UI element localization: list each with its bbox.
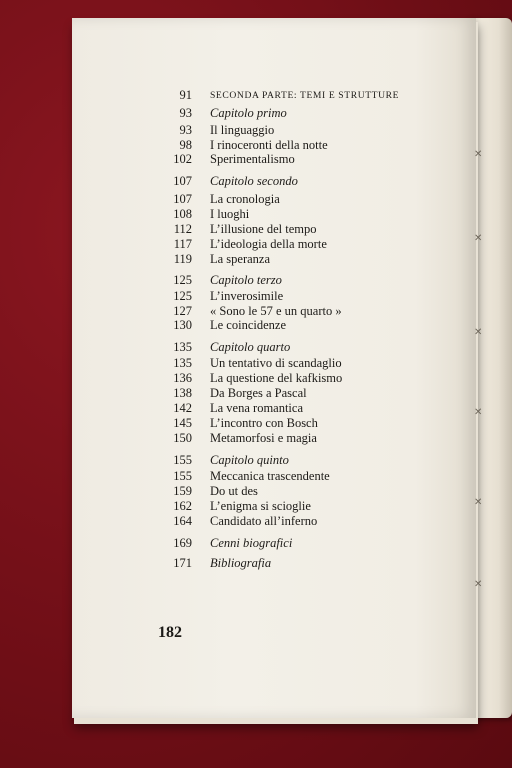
book-page	[72, 18, 476, 718]
toc-chapter-heading: Capitolo terzo	[210, 273, 282, 287]
binding-stitch: ✕	[474, 149, 483, 160]
toc-page-number: 169	[173, 536, 192, 550]
toc-page-number: 125	[173, 289, 192, 303]
toc-page-number: 171	[173, 556, 192, 570]
toc-section-title: La speranza	[210, 252, 271, 266]
toc-page-number: 135	[173, 356, 192, 370]
binding-stitch: ✕	[474, 497, 483, 508]
binding-stitch: ✕	[474, 579, 483, 590]
toc-section-title: Il linguaggio	[210, 123, 275, 137]
toc-page-number: 138	[173, 386, 192, 400]
toc-page-number: 102	[173, 152, 192, 166]
toc-section-title: L’illusione del tempo	[210, 222, 317, 236]
binding-stitch: ✕	[474, 233, 483, 244]
toc-chapter-heading: Bibliografia	[210, 556, 272, 570]
table-of-contents	[72, 18, 476, 718]
toc-page-number: 155	[173, 453, 192, 467]
toc-page-number: 107	[173, 174, 192, 188]
binding-stitch: ✕	[474, 327, 483, 338]
toc-section-title: Meccanica trascendente	[210, 469, 330, 483]
binding-stitch: ✕	[474, 407, 483, 418]
toc-page-number: 164	[173, 514, 192, 528]
toc-page-number: 127	[173, 304, 192, 318]
toc-page-number: 162	[173, 499, 192, 513]
toc-section-title: L’ideologia della morte	[210, 237, 327, 251]
toc-page-number: 107	[173, 192, 192, 206]
toc-section-title: La questione del kafkismo	[210, 371, 343, 385]
toc-page-number: 150	[173, 431, 192, 445]
toc-chapter-heading: Cenni biografici	[210, 536, 293, 550]
toc-page-number: 125	[173, 273, 192, 287]
toc-page-number: 98	[179, 138, 192, 152]
toc-section-title: La cronologia	[210, 192, 280, 206]
toc-page-number: 159	[173, 484, 192, 498]
toc-section-title: Le coincidenze	[210, 318, 286, 332]
toc-section-title: L’enigma si scioglie	[210, 499, 311, 513]
toc-section-title: L’incontro con Bosch	[210, 416, 318, 430]
toc-section-title: Metamorfosi e magia	[210, 431, 317, 445]
toc-page-number: 119	[173, 252, 192, 266]
toc-chapter-heading: Capitolo secondo	[210, 174, 298, 188]
toc-section-title: Candidato all’inferno	[210, 514, 318, 528]
toc-page-number: 91	[179, 88, 192, 102]
toc-page-number: 145	[173, 416, 192, 430]
toc-part-heading: SECONDA PARTE: TEMI E STRUTTURE	[210, 90, 400, 101]
toc-page-number: 93	[179, 123, 192, 137]
toc-page-number: 130	[173, 318, 192, 332]
page-number: 182	[158, 624, 182, 641]
toc-page-number: 108	[173, 207, 192, 221]
toc-section-title: Da Borges a Pascal	[210, 386, 307, 400]
toc-page-number: 112	[173, 222, 192, 236]
toc-chapter-heading: Capitolo quarto	[210, 340, 291, 354]
toc-chapter-heading: Capitolo primo	[210, 106, 287, 120]
toc-section-title: Un tentativo di scandaglio	[210, 356, 342, 370]
toc-page-number: 93	[179, 106, 192, 120]
toc-page-number: 155	[173, 469, 192, 483]
toc-section-title: I luoghi	[210, 207, 250, 221]
toc-section-title: La vena romantica	[210, 401, 304, 415]
toc-section-title: L’inverosimile	[210, 289, 284, 303]
toc-section-title: Do ut des	[210, 484, 258, 498]
toc-page-number: 136	[173, 371, 192, 385]
toc-page-number: 142	[173, 401, 192, 415]
toc-section-title: « Sono le 57 e un quarto »	[210, 304, 342, 318]
toc-page-number: 117	[173, 237, 192, 251]
toc-chapter-heading: Capitolo quinto	[210, 453, 289, 467]
toc-page-number: 135	[173, 340, 192, 354]
toc-section-title: Sperimentalismo	[210, 152, 295, 166]
toc-section-title: I rinoceronti della notte	[210, 138, 328, 152]
